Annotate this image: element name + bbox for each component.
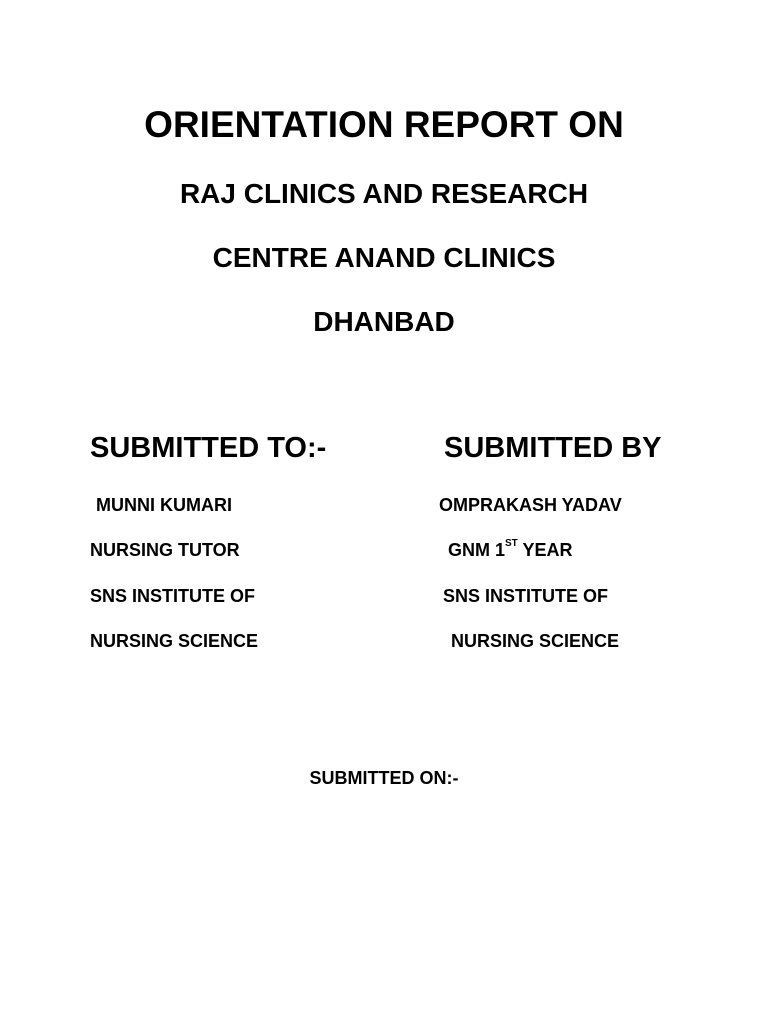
report-title: ORIENTATION REPORT ON: [144, 104, 624, 145]
submitted-to-institute-line-2: NURSING SCIENCE: [90, 631, 259, 651]
submitted-to-heading: SUBMITTED TO:-: [90, 432, 327, 464]
course-prefix: GNM 1: [448, 540, 506, 560]
subtitle-line-3: DHANBAD: [313, 306, 455, 337]
submitted-by-name: OMPRAKASH YADAV: [439, 495, 622, 515]
submitted-to-institute-line-1: SNS INSTITUTE OF: [90, 586, 256, 606]
submitted-by-heading: SUBMITTED BY: [444, 432, 662, 464]
submitted-by-institute-line-2: NURSING SCIENCE: [451, 631, 620, 651]
subtitle-line-2: CENTRE ANAND CLINICS: [212, 242, 556, 273]
course-suffix: YEAR: [517, 540, 573, 560]
submitted-to-name: MUNNI KUMARI: [96, 495, 232, 515]
submitted-to-designation: NURSING TUTOR: [90, 540, 240, 560]
subtitle-line-1: RAJ CLINICS AND RESEARCH: [179, 178, 589, 209]
course-ordinal: ST: [505, 538, 518, 549]
submitted-on-label: SUBMITTED ON:-: [309, 768, 459, 788]
submitted-by-course: [448, 538, 573, 560]
submitted-by-institute-line-1: SNS INSTITUTE OF: [443, 586, 609, 606]
